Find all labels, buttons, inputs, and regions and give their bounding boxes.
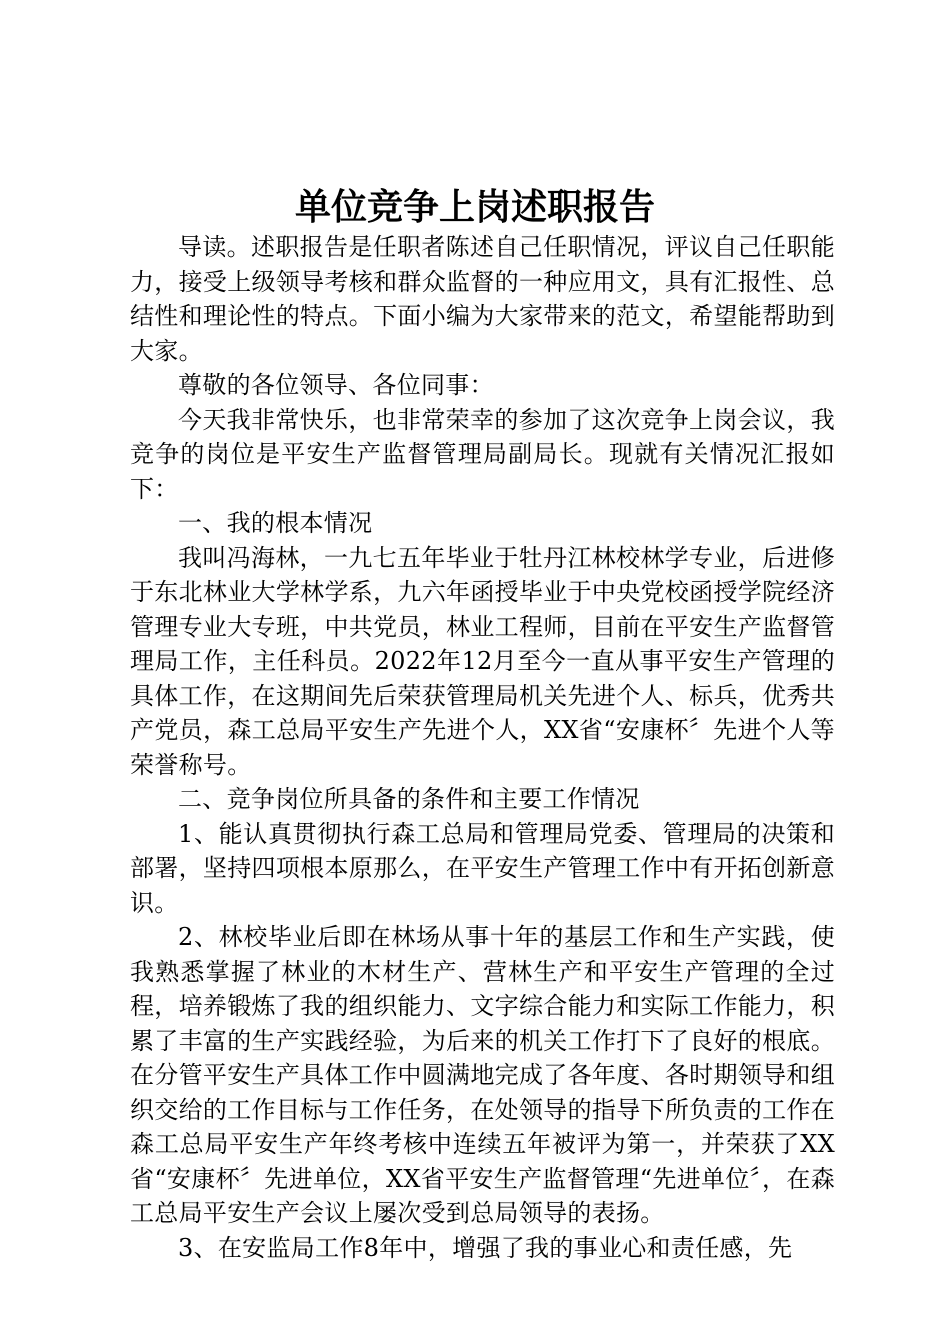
- paragraph-opening: 今天我非常快乐，也非常荣幸的参加了这次竞争上岗会议，我竞争的岗位是平安生产监督管理局副局长。现就有关情况汇报如下：: [130, 405, 835, 503]
- document-body: [130, 230, 835, 1265]
- section-heading-qualifications: 二、竞争岗位所具备的条件和主要工作情况: [178, 785, 640, 813]
- paragraph-intro: 导读。述职报告是任职者陈述自己任职情况，评议自己任职能力，接受上级领导考核和群众监督的一种应用文，具有汇报性、总结性和理论性的特点。下面小编为大家带来的范文，希望能帮助到大家。: [130, 233, 835, 365]
- paragraph-point-3: 3、在安监局工作8年中，增强了我的事业心和责任感，先: [178, 1233, 793, 1262]
- section-heading-basic-info: 一、我的根本情况: [178, 509, 373, 537]
- paragraph-point-2: 2、林校毕业后即在林场从事十年的基层工作和生产实践，使我熟悉掌握了林业的木材生产、营林生产和平安生产管理的全过程，培养锻炼了我的组织能力、文字综合能力和实际工作能力，积累了丰富的生产实践经验，为后来的机关工作打下了良好的根底。在分管平安生产具体工作中圆满地完成了各年度、各时期领导和组织交给的工作目标与工作任务，在处领导的指导下所负责的工作在森工总局平安生产年终考核中连续五年被评为第一，并荣获了XX省“安康杯〞先进单位，XX省平安生产监督管理“先进单位〞，在森工总局平安生产会议上屡次受到总局领导的表扬。: [130, 923, 835, 1227]
- document-title: 单位竞争上岗述职报告: [294, 186, 655, 228]
- paragraph-basic-info: 我叫冯海林，一九七五年毕业于牡丹江林校林学专业，后进修于东北林业大学林学系，九六年函授毕业于中央党校函授学院经济管理专业大专班，中共党员，林业工程师，目前在平安生产监督管理局工作，主任科员。2022年12月至今一直从事平安生产管理的具体工作，在这期间先后荣获管理局机关先进个人、标兵，优秀共产党员，森工总局平安生产先进个人，XX省“安康杯〞先进个人等荣誉称号。: [130, 543, 835, 779]
- paragraph-point-1: 1、能认真贯彻执行森工总局和管理局党委、管理局的决策和部署，坚持四项根本原那么，在平安生产管理工作中有开拓创新意识。: [130, 819, 835, 917]
- paragraph-salutation: 尊敬的各位领导、各位同事：: [178, 371, 494, 399]
